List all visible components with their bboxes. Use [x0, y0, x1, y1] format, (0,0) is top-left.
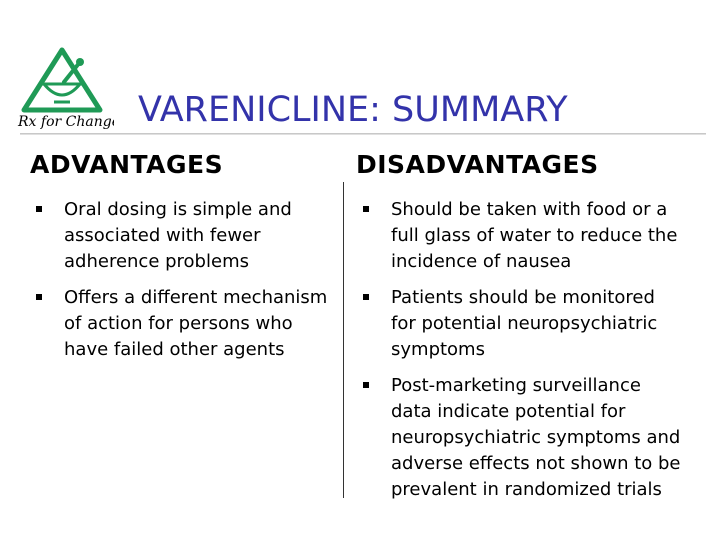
bullet-icon [363, 382, 369, 388]
advantages-heading: ADVANTAGES [30, 150, 224, 179]
bullet-icon [363, 294, 369, 300]
list-item [363, 197, 683, 275]
disadvantages-heading: DISADVANTAGES [356, 150, 599, 179]
bullet-icon [363, 206, 369, 212]
list-item [36, 197, 338, 275]
column-divider [343, 182, 344, 498]
rx-for-change-logo [14, 44, 114, 130]
logo-text: Rx for Change [18, 114, 114, 130]
advantage-text: Oral dosing is simple and associated with fewer adherence problems [64, 199, 292, 272]
advantages-list [36, 197, 338, 363]
bullet-icon [36, 206, 42, 212]
disadvantage-text: Patients should be monitored for potential neuropsychiatric symptoms [391, 287, 658, 360]
list-item [363, 373, 683, 503]
list-item [363, 285, 683, 363]
slide-title: VARENICLINE: SUMMARY [138, 90, 568, 130]
list-item [36, 285, 338, 363]
disadvantage-text: Post-marketing surveillance data indicate potential for neuropsychiatric symptoms and adverse effects not shown to be prevalent in randomized trials [391, 375, 681, 500]
disadvantages-list [363, 197, 683, 503]
disadvantage-text: Should be taken with food or a full glass of water to reduce the incidence of nausea [391, 199, 678, 272]
bullet-icon [36, 294, 42, 300]
advantage-text: Offers a different mechanism of action for persons who have failed other agents [64, 287, 328, 360]
title-divider [20, 133, 706, 135]
